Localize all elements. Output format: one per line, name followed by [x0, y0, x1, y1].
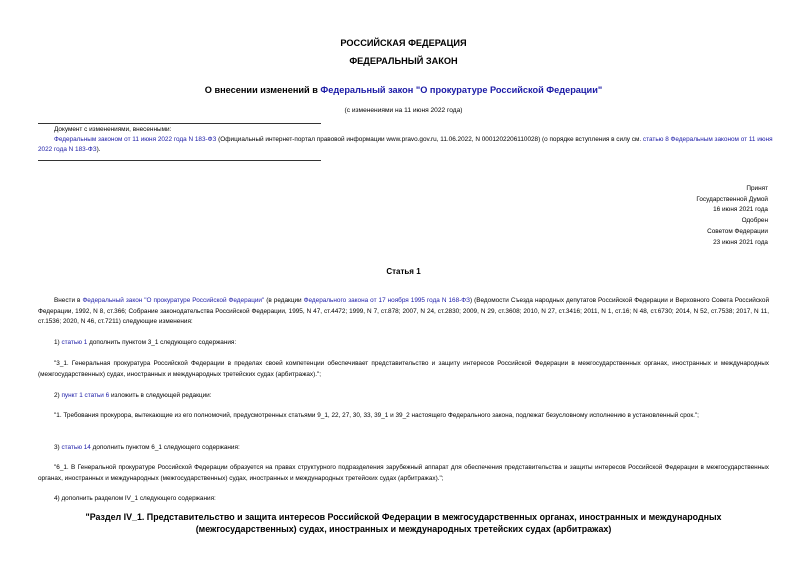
intro-text-1: Внести в: [54, 297, 83, 304]
article-title: Статья 1: [386, 267, 421, 276]
item-1-text: дополнить пунктом 3_1 следующего содержания:: [87, 339, 237, 346]
adopted-by: Государственной Думой: [696, 195, 768, 203]
amendment-link[interactable]: Федеральным законом от 11 июня 2022 года N 183-ФЗ: [54, 136, 217, 143]
divider-top: [38, 123, 321, 124]
doc-type-heading: ФЕДЕРАЛЬНЫЙ ЗАКОН: [349, 56, 458, 66]
intro-text-3: ) (Ведомости Съезда народных депутатов Российской Федерации и Верховного Совета Российской Федерации, 1992, N 8, ст.366; Собрание законодательства Российской Федерации, 1995, N 47, ст.4472; 1999, N 7, ст.878; 2007, N 24, ст.2830; 2009, N 29, ст.3608; 2010, N 27, ст.3416; 2011, N 1, ст.16; N 48, ст.6730; 2014, N 52, ст.7538; 2017, N 11, ст.1536; 2020, N 46, ст.7211) следующие изменения:: [38, 297, 770, 326]
changes-intro: Документ с изменениями, внесенными:: [54, 126, 172, 133]
item-3-number: 3): [54, 444, 62, 451]
quote-3: "6_1. В Генеральной прокуратуре Российской Федерации образуется на правах структурного подразделения зарубежный аппарат для обеспечения представительства и защиты интересов Российской Федерации в межгосударственных органах, иностранных и международных (межгосударственных) судах, иностранных и международных третейских судах (арбитражах).";: [38, 464, 769, 482]
edition-law-link[interactable]: Федерального закона от 17 ноября 1995 года N 168-ФЗ: [303, 297, 470, 304]
approved-date: 23 июня 2021 года: [713, 238, 768, 246]
item-3-text: дополнить пунктом 6_1 следующего содержания:: [90, 444, 240, 451]
divider-bottom: [38, 160, 321, 161]
law-title-prefix: О внесении изменений в: [204, 85, 321, 95]
changes-box: [38, 125, 773, 155]
item-4: 4) дополнить разделом IV_1 следующего содержания:: [54, 495, 216, 502]
adoption-info: [696, 184, 768, 248]
law-link[interactable]: Федеральный закон "О прокуратуре Российской Федерации": [82, 297, 265, 304]
item-1-number: 1): [54, 339, 62, 346]
edition-note: (с изменениями на 11 июня 2022 года): [344, 107, 463, 114]
adopted-label: Принят: [746, 185, 768, 192]
section-title: "Раздел IV_1. Представительство и защита интересов Российской Федерации в межгосударственных органах, иностранных и международных (межгосударственных) судах, иностранных и международных третейских судах (арбитражах): [85, 512, 722, 534]
item-2: [38, 391, 769, 402]
changes-text: [38, 135, 773, 155]
country-heading: РОССИЙСКАЯ ФЕДЕРАЦИЯ: [340, 38, 467, 48]
law-title: [0, 85, 807, 95]
article-14-link[interactable]: статью 14: [61, 444, 91, 451]
law-title-link[interactable]: Федеральный закон "О прокуратуре Российской Федерации": [320, 85, 603, 95]
intro-text-2: (в редакции: [264, 297, 304, 304]
article-1-link[interactable]: статью 1: [61, 339, 88, 346]
quote-1: "3_1. Генеральная прокуратура Российской Федерации в пределах своей компетенции обеспечивает представительство и защиту интересов Российской Федерации в межгосударственных органах, иностранных и международных (межгосударственных) судах, иностранных и международных третейских судах (арбитражах).";: [38, 360, 769, 378]
item-3: [38, 443, 769, 454]
quote-2: "1. Требования прокурора, вытекающие из его полномочий, предусмотренных статьями 9_1, 22, 27, 30, 33, 39_1 и 39_2 настоящего Федерального закона, подлежат безусловному исполнению в установленный срок.";: [54, 412, 699, 419]
adopted-date: 16 июня 2021 года: [713, 206, 768, 214]
amendment-close: ).: [96, 146, 101, 153]
approved-label: Одобрен: [741, 217, 768, 225]
item-2-number: 2): [54, 392, 62, 399]
item-1: [38, 338, 769, 349]
amendment-source: (Официальный интернет-портал правовой информации www.pravo.gov.ru, 11.06.2022, N 0001202206110028) (о порядке вступления в силу см.: [216, 136, 643, 143]
item-2-text: изложить в следующей редакции:: [109, 392, 212, 399]
approved-by: Советом Федерации: [707, 227, 768, 235]
article-intro: [38, 296, 769, 328]
article-6-link[interactable]: пункт 1 статьи 6: [61, 392, 110, 399]
entry-into-force-link[interactable]: статью 8 Федеральным законом от 11 июня 2022 года N 183-ФЗ: [38, 136, 773, 153]
